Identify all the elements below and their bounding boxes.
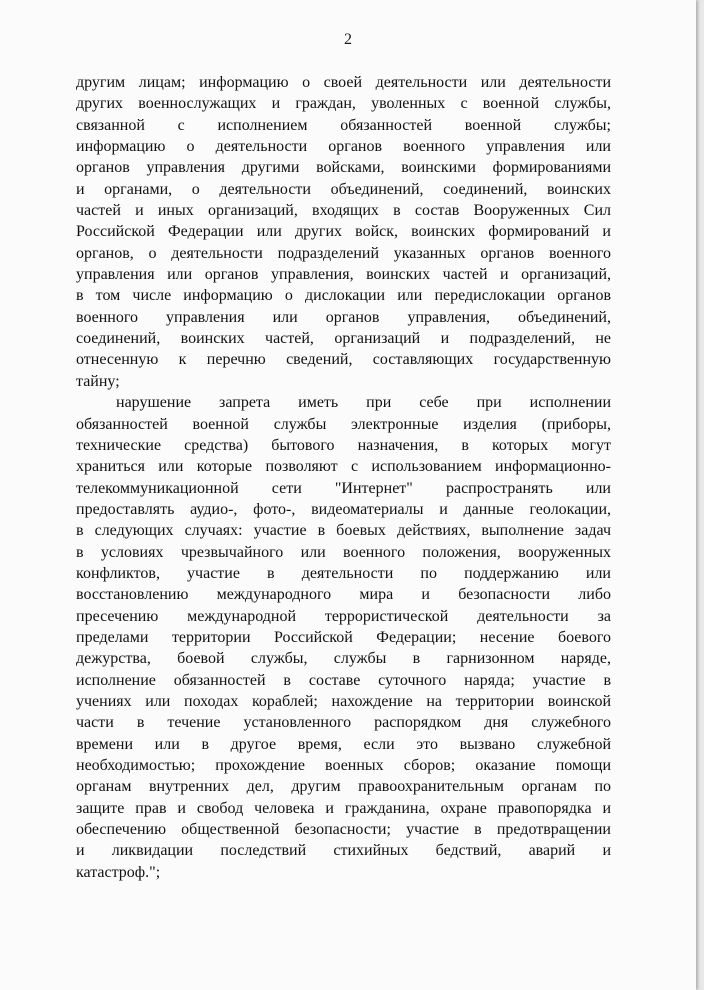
page-number: 2 (344, 31, 352, 48)
text-line: в следующих случаях: участие в боевых действиях, выполнение задач (76, 522, 611, 540)
text-line: учениях или походах кораблей; нахождение на территории воинской (76, 692, 611, 710)
document-body (76, 72, 611, 883)
text-line: отнесенную к перечню сведений, составляющих государственную (76, 351, 611, 369)
text-line: восстановлению международного мира и безопасности либо (76, 586, 611, 604)
text-line: в том числе информацию о дислокации или передислокации органов (76, 287, 611, 305)
text-line: предоставлять аудио-, фото-, видеоматериалы и данные геолокации, (76, 500, 611, 518)
text-line: защите прав и свобод человека и гражданина, охране правопорядка и (76, 799, 611, 817)
text-line: обязанностей военной службы электронные изделия (приборы, (76, 415, 611, 433)
text-line: соединений, воинских частей, организаций и подразделений, не (76, 330, 611, 348)
text-line: дежурства, боевой службы, службы в гарнизонном наряде, (76, 650, 611, 668)
text-line: органов, о деятельности подразделений указанных органов военного (76, 244, 611, 262)
text-line: органам внутренних дел, другим правоохранительным органам по (76, 778, 611, 796)
text-line: и органами, о деятельности объединений, соединений, воинских (76, 180, 611, 198)
text-line: храниться или которые позволяют с использованием информационно- (76, 458, 611, 476)
text-line: конфликтов, участие в деятельности по поддержанию или (76, 564, 611, 582)
text-line: военного управления или органов управления, объединений, (76, 308, 611, 326)
text-line: Российской Федерации или других войск, воинских формирований и (76, 223, 611, 241)
text-line: исполнение обязанностей в составе суточного наряда; участие в (76, 671, 611, 689)
text-line: пресечению международной террористической деятельности за (76, 607, 611, 625)
text-line: информацию о деятельности органов военного управления или (76, 138, 611, 156)
text-line: органов управления другими войсками, воинскими формированиями (76, 159, 611, 177)
text-line: других военнослужащих и граждан, уволенных с военной службы, (76, 95, 611, 113)
text-line: пределами территории Российской Федерации; несение боевого (76, 628, 611, 646)
text-line: тайну; (76, 372, 120, 390)
text-line: связанной с исполнением обязанностей военной службы; (76, 116, 611, 134)
text-line: необходимостью; прохождение военных сборов; оказание помощи (76, 757, 611, 774)
text-line: телекоммуникационной сети "Интернет" распространять или (76, 479, 611, 497)
text-line: другим лицам; информацию о своей деятельности или деятельности (76, 74, 611, 91)
text-line: катастроф."; (76, 863, 161, 881)
text-line: времени или в другое время, если это вызвано служебной (76, 735, 611, 753)
text-line: обеспечению общественной безопасности; участие в предотвращении (76, 821, 611, 839)
text-line: нарушение запрета иметь при себе при исполнении (116, 394, 611, 412)
text-line: части в течение установленного распорядком дня служебного (76, 714, 611, 732)
text-line: технические средства) бытового назначения, в которых могут (76, 436, 611, 454)
text-line: в условиях чрезвычайного или военного положения, вооруженных (76, 543, 611, 561)
text-line: и ликвидации последствий стихийных бедствий, аварий и (76, 842, 611, 860)
text-line: частей и иных организаций, входящих в состав Вооруженных Сил (76, 202, 611, 220)
text-line: управления или органов управления, воинских частей и организаций, (76, 266, 611, 284)
